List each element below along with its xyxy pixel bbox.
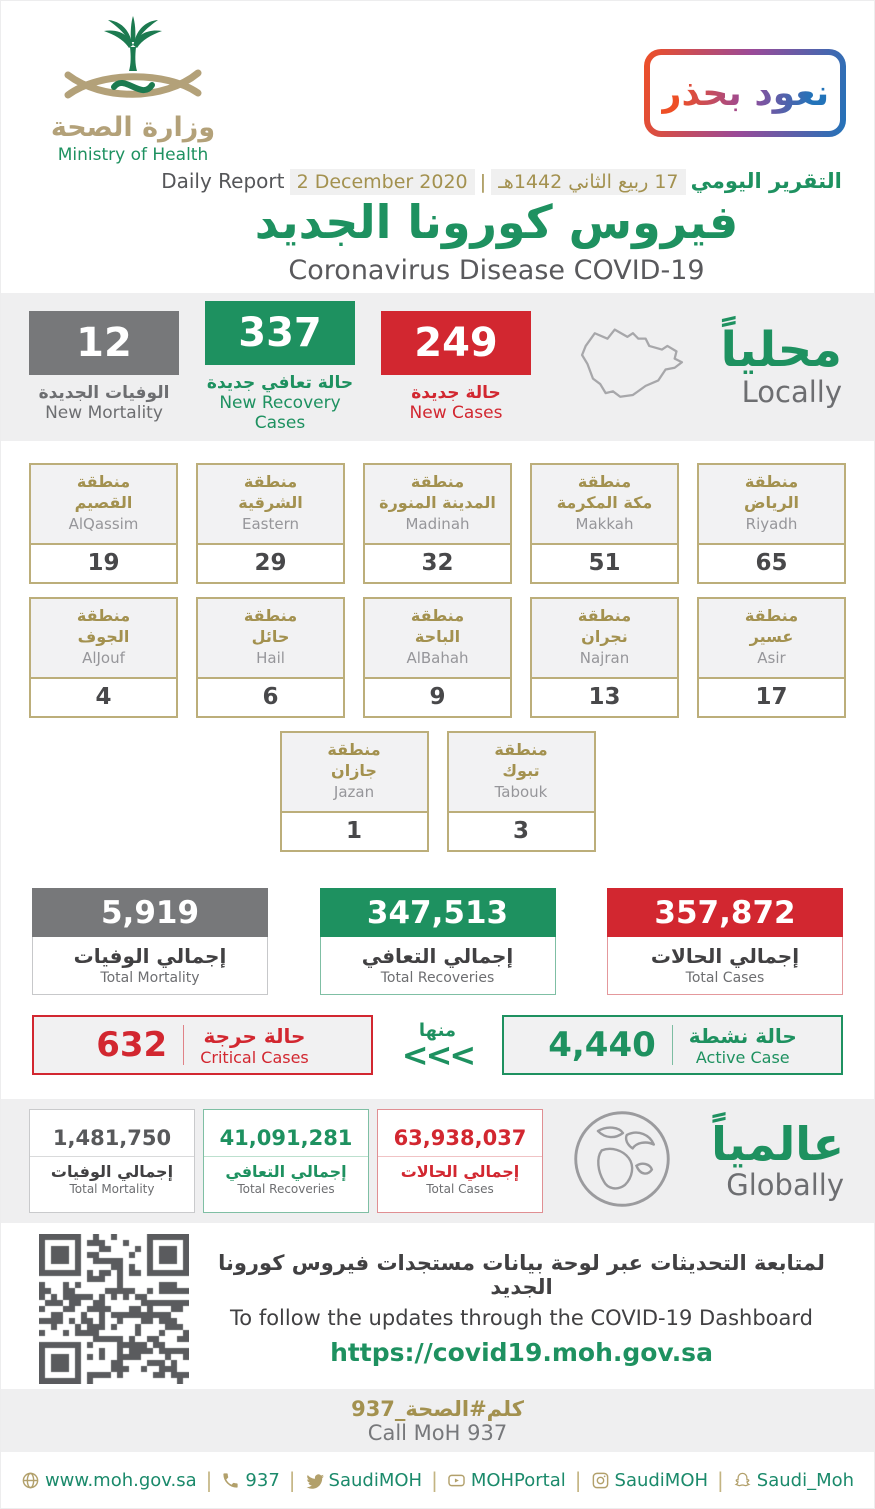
global-cases-box: 63,938,037 إجمالي الحالات Total Cases [377, 1109, 543, 1213]
new-cases-value: 249 [381, 311, 531, 375]
locally-section [1, 293, 874, 441]
qr-code [39, 1234, 189, 1384]
region-value: 19 [31, 543, 176, 582]
region-value: 1 [282, 811, 427, 850]
critical-active-row [1, 1015, 874, 1075]
footer-twitter-link[interactable]: SaudiMOH [305, 1470, 423, 1491]
region-card-albahah: منطقة الباحة AlBahah 9 [363, 597, 512, 718]
global-mortality-box: 1,481,750 إجمالي الوفيات Total Mortality [29, 1109, 195, 1213]
call-moh-en: Call MoH 937 [367, 1420, 508, 1445]
region-card-jazan: منطقة جازان Jazan 1 [280, 731, 429, 852]
region-value: 29 [198, 543, 343, 582]
logo-title-english: Ministry of Health [57, 144, 209, 165]
youtube-icon [447, 1471, 466, 1490]
region-card-hail: منطقة حائل Hail 6 [196, 597, 345, 718]
globe-icon [21, 1471, 40, 1490]
date-separator: | [479, 171, 487, 193]
new-recovery-stat [205, 301, 355, 433]
phone-icon [221, 1471, 240, 1490]
new-cases-label-en: New Cases [409, 403, 503, 423]
total-recoveries-value: 347,513 [320, 888, 556, 937]
region-card-tabouk: منطقة تبوك Tabouk 3 [447, 731, 596, 852]
chevrons-left-icon: <<< [401, 1036, 474, 1075]
footer-contact-bar: www.moh.gov.sa | 937 | SaudiMOH | MOHPortal | SaudiMOH | Saudi_Moh [1, 1468, 874, 1492]
region-value: 3 [449, 811, 594, 850]
regions-row-2 [1, 597, 874, 718]
locally-label-en: Locally [741, 375, 842, 410]
moh-logo-icon [58, 13, 208, 109]
region-value: 17 [699, 677, 844, 716]
region-value: 4 [31, 677, 176, 716]
globally-section [1, 1099, 874, 1223]
total-mortality-value: 5,919 [32, 888, 268, 937]
locally-label [720, 321, 846, 410]
new-cases-stat [381, 311, 531, 423]
new-mortality-value: 12 [29, 311, 179, 375]
dashboard-url[interactable]: https://covid19.moh.gov.sa [330, 1338, 713, 1367]
regions-grid [1, 441, 874, 852]
new-mortality-stat [29, 311, 179, 423]
region-value: 32 [365, 543, 510, 582]
active-cases-value: 4,440 [548, 1025, 656, 1065]
region-card-eastern: منطقة الشرقية Eastern 29 [196, 463, 345, 584]
globe-icon [569, 1106, 675, 1216]
of-which-indicator: منها <<< [373, 1020, 502, 1070]
active-cases-box: 4,440 حالة نشطة Active Case [502, 1015, 843, 1075]
footer-youtube-link[interactable]: MOHPortal [447, 1470, 566, 1491]
page-title-arabic: فيروس كورونا الجديد [254, 195, 739, 249]
daily-report-label-ar: التقرير اليومي [690, 169, 842, 193]
dashboard-section [1, 1223, 874, 1383]
new-recovery-label-ar: حالة تعافي جديدة [206, 373, 354, 393]
badge-text: نعود بحذر [660, 72, 830, 114]
region-card-asir: منطقة عسير Asir 17 [697, 597, 846, 718]
new-recovery-value: 337 [205, 301, 355, 365]
twitter-icon [305, 1471, 324, 1490]
footer-instagram-link[interactable]: SaudiMOH [591, 1470, 709, 1491]
total-cases-box: 357,872 إجمالي الحالات Total Cases [607, 888, 843, 995]
call-hashtag-ar: كلم#الصحة_937 [351, 1396, 524, 1421]
globally-label [711, 1116, 846, 1203]
footer-snapchat-link[interactable]: Saudi_Moh [733, 1470, 854, 1491]
return-with-caution-badge [644, 49, 846, 137]
locally-label-ar: محلياً [720, 321, 842, 378]
globally-label-ar: عالمياً [711, 1116, 844, 1171]
region-value: 65 [699, 543, 844, 582]
critical-cases-value: 632 [96, 1025, 168, 1065]
region-value: 9 [365, 677, 510, 716]
new-recovery-label-en: New Recovery Cases [219, 393, 341, 433]
dashboard-text-en: To follow the updates through the COVID-19 Dashboard [230, 1306, 813, 1330]
new-mortality-label-en: New Mortality [45, 403, 163, 423]
globally-label-en: Globally [726, 1168, 844, 1203]
region-card-madinah: منطقة المدينة المنورة Madinah 32 [363, 463, 512, 584]
critical-cases-box: 632 حالة حرجة Critical Cases [32, 1015, 373, 1075]
hijri-date: 17 ربيع الثاني 1442هـ [491, 169, 685, 195]
instagram-icon [591, 1471, 610, 1490]
total-recoveries-box: 347,513 إجمالي التعافي Total Recoveries [320, 888, 556, 995]
region-card-riyadh: منطقة الرياض Riyadh 65 [697, 463, 846, 584]
region-value: 6 [198, 677, 343, 716]
moh-logo [43, 13, 223, 165]
global-recoveries-box: 41,091,281 إجمالي التعافي Total Recoveries [203, 1109, 369, 1213]
region-value: 13 [532, 677, 677, 716]
date-line [151, 169, 852, 193]
regions-row-1 [1, 463, 874, 584]
totals-row [1, 888, 874, 995]
footer-website-link[interactable]: www.moh.gov.sa [21, 1470, 197, 1491]
snapchat-icon [733, 1471, 752, 1490]
logo-title-arabic: وزارة الصحة [50, 112, 216, 143]
region-card-alqassim: منطقة القصيم AlQassim 19 [29, 463, 178, 584]
region-value: 51 [532, 543, 677, 582]
regions-row-3 [1, 731, 874, 852]
page-title-english: Coronavirus Disease COVID-19 [288, 255, 705, 286]
gregorian-date: 2 December 2020 [290, 169, 475, 195]
dashboard-text-ar: لمتابعة التحديثات عبر لوحة بيانات مستجدات فيروس كورونا الجديد [218, 1251, 825, 1299]
total-cases-value: 357,872 [607, 888, 843, 937]
region-card-aljouf: منطقة الجوف AlJouf 4 [29, 597, 178, 718]
region-card-najran: منطقة نجران Najran 13 [530, 597, 679, 718]
total-mortality-box: 5,919 إجمالي الوفيات Total Mortality [32, 888, 268, 995]
new-cases-label-ar: حالة جديدة [411, 383, 501, 403]
region-card-makkah: منطقة مكة المكرمة Makkah 51 [530, 463, 679, 584]
new-mortality-label-ar: الوفيات الجديدة [38, 383, 170, 403]
header [1, 1, 874, 293]
footer-phone-link[interactable]: 937 [221, 1470, 279, 1491]
call-moh-band [1, 1389, 874, 1452]
saudi-map-icon [573, 315, 691, 419]
daily-report-label-en: Daily Report [161, 169, 285, 193]
